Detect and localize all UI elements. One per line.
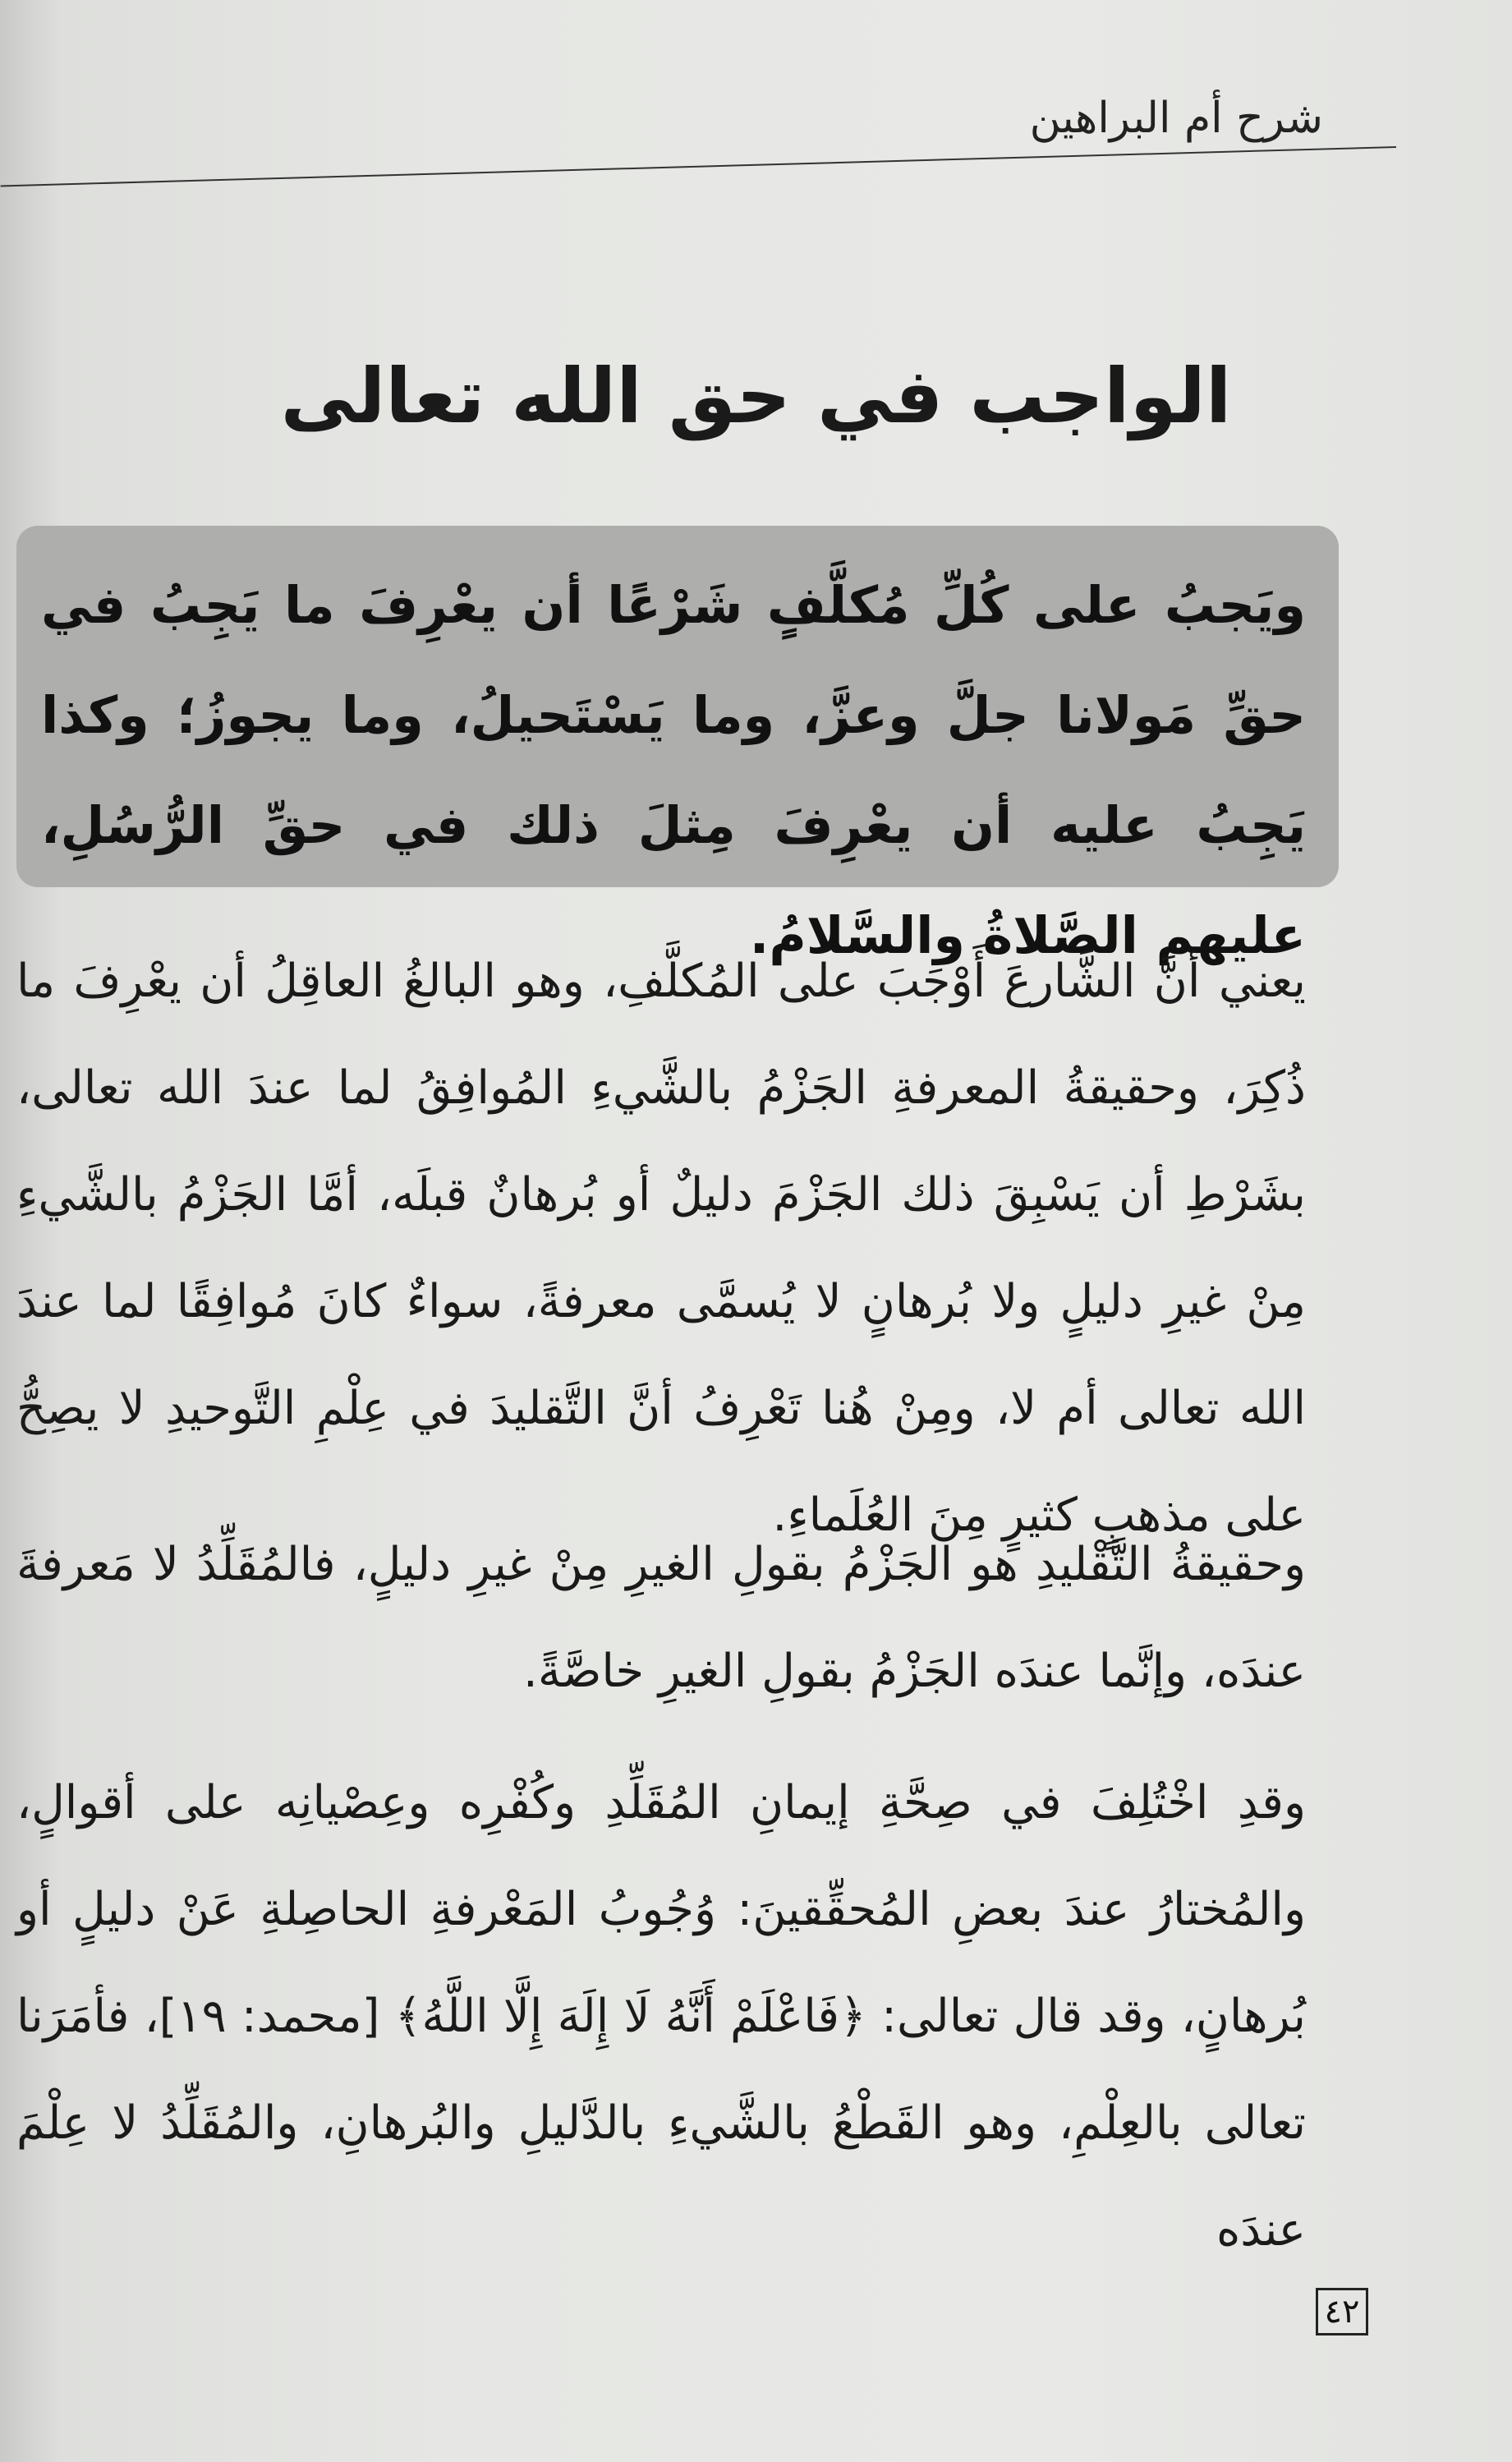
commentary-paragraph-1: يعني أنَّ الشَّارعَ أَوْجَبَ على المُكلَّفِ، وهو البالغُ العاقِلُ أن يعْرِفَ ما ذُكِرَ، وحقيقةُ المعرفةِ الجَزْمُ بالشَّيءِ المُوافِقُ لما عندَ الله تعالى، بشَرْطِ أن يَسْبِقَ ذلك الجَزْمَ دليلٌ أو بُرهانٌ قبلَه، أمَّا الجَزْمُ بالشَّيءِ مِنْ غيرِ دليلٍ ولا بُرهانٍ لا يُسمَّى معرفةً، سواءٌ كانَ مُوافِقًا لما عندَ الله تعالى أم لا، ومِنْ هُنا تَعْرِفُ أنَّ التَّقليدَ في عِلْمِ التَّوحيدِ لا يصِحُّ على مذهبٍ كثيرٍ مِنَ العُلَماءِ. xyxy=(16,955,1306,1542)
chapter-title: الواجب في حق الله تعالى xyxy=(280,352,1232,440)
running-head: شرح أم البراهين xyxy=(1029,94,1323,143)
commentary-paragraph-3: وقدِ اخْتُلِفَ في صِحَّةِ إيمانِ المُقَلِّدِ وكُفْرِه وعِصْيانِه على أقوالٍ، والمُختارُ عندَ بعضِ المُحقِّقينَ: وُجُوبُ المَعْرفةِ الحاصِلةِ عَنْ دليلٍ أو بُرهانٍ، وقد قال تعالى: ﴿فَاعْلَمْ أَنَّهُ لَا إِلَهَ إِلَّا اللَّهُ﴾ [محمد: ١٩]، فأمَرَنا تعالى بالعِلْمِ، وهو القَطْعُ بالشَّيءِ بالدَّليلِ والبُرهانِ، والمُقَلِّدُ لا عِلْمَ عندَه xyxy=(16,1776,1306,2257)
matn-highlight-box xyxy=(16,526,1339,965)
matn-text: ويَجبُ على كُلِّ مُكلَّفٍ شَرْعًا أن يعْرِفَ ما يَجِبُ في حقِّ مَولانا جلَّ وعزَّ، وما يَسْتَحيلُ، وما يجوزُ؛ وكذا يَجِبُ عليه أن يعْرِفَ مِثلَ ذلك في حقِّ الرُّسُلِ، عليهم الصَّلاةُ والسَّلامُ. xyxy=(41,575,1306,965)
commentary-paragraph-2: وحقيقةُ التَّقْليدِ هو الجَزْمُ بقولِ الغيرِ مِنْ غيرِ دليلٍ، فالمُقَلِّدُ لا مَعرفةَ عندَه، وإنَّما عندَه الجَزْمُ بقولِ الغيرِ خاصَّةً. xyxy=(16,1538,1306,1698)
page-number: ٤٢ xyxy=(1316,2288,1368,2335)
header-rule xyxy=(1,146,1396,186)
